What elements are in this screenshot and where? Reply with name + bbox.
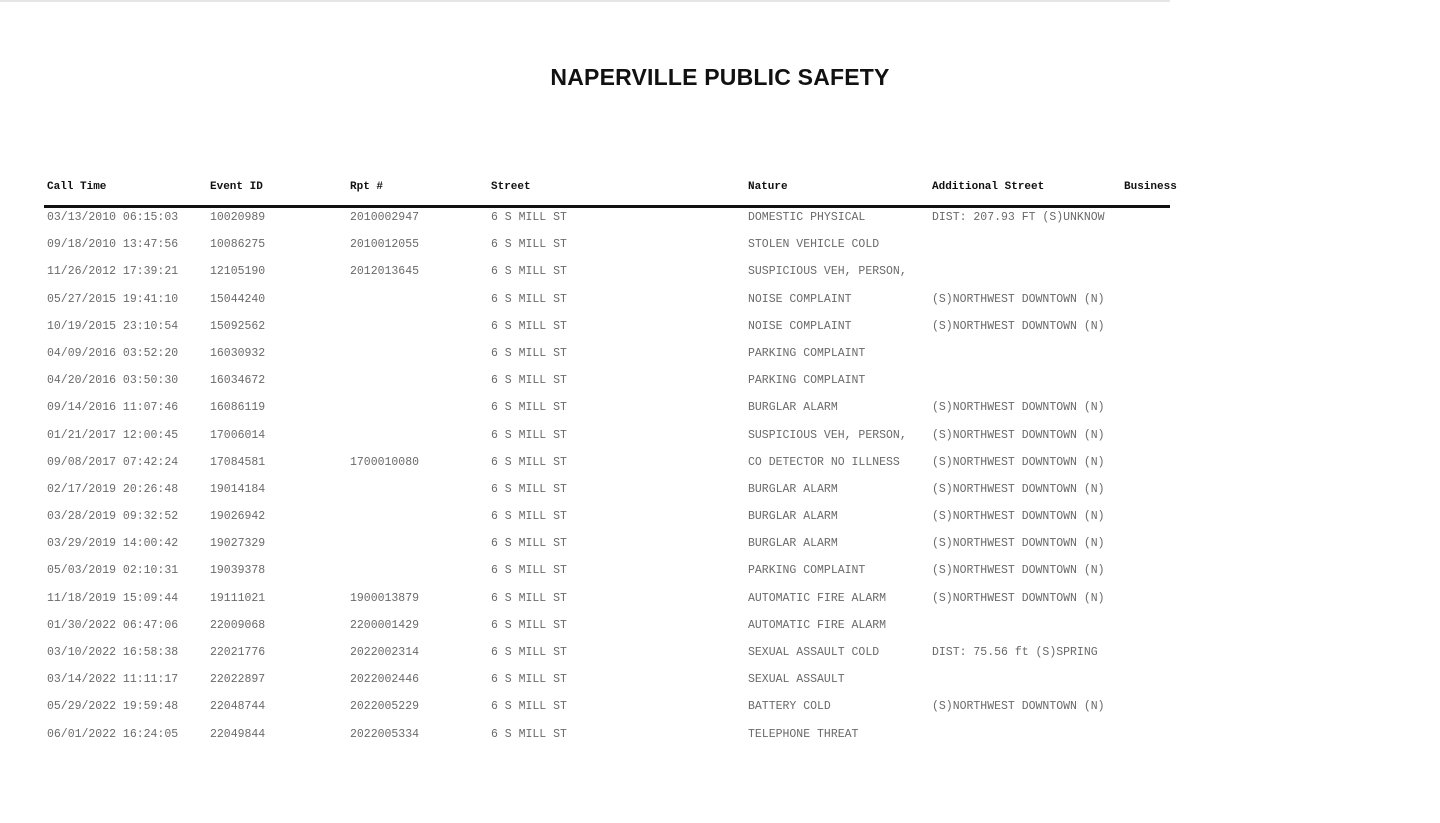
table-row <box>0 401 1170 428</box>
cell-additional-street: (S)NORTHWEST DOWNTOWN (N) <box>932 455 1105 469</box>
cell-call-time: 01/30/2022 06:47:06 <box>47 618 179 632</box>
cell-nature: CO DETECTOR NO ILLNESS <box>748 455 900 469</box>
table-row <box>0 728 1170 755</box>
cell-additional-street: (S)NORTHWEST DOWNTOWN (N) <box>932 428 1105 442</box>
cell-nature: PARKING COMPLAINT <box>748 374 866 388</box>
cell-event-id: 16030932 <box>210 346 266 360</box>
cell-street: 6 S MILL ST <box>491 618 567 632</box>
cell-event-id: 22049844 <box>210 727 266 741</box>
cell-rpt-number: 2200001429 <box>350 618 420 632</box>
table-row <box>0 265 1170 292</box>
table-row <box>0 592 1170 619</box>
cell-additional-street: (S)NORTHWEST DOWNTOWN (N) <box>932 401 1105 415</box>
cell-call-time: 03/28/2019 09:32:52 <box>47 510 179 524</box>
cell-event-id: 17084581 <box>210 455 266 469</box>
cell-rpt-number: 2022002446 <box>350 673 420 687</box>
cell-call-time: 03/13/2010 06:15:03 <box>47 211 179 224</box>
cell-call-time: 09/08/2017 07:42:24 <box>47 455 179 469</box>
cell-street: 6 S MILL ST <box>491 482 567 496</box>
cell-nature: SEXUAL ASSAULT <box>748 673 845 687</box>
table-row <box>0 619 1170 646</box>
cell-nature: TELEPHONE THREAT <box>748 727 859 741</box>
cell-nature: DOMESTIC PHYSICAL <box>748 211 866 224</box>
cell-rpt-number: 2010012055 <box>350 238 420 252</box>
cell-event-id: 15092562 <box>210 319 266 333</box>
cell-nature: PARKING COMPLAINT <box>748 346 866 360</box>
cell-event-id: 22048744 <box>210 700 266 714</box>
table-row <box>0 211 1170 238</box>
header-event-id: Event ID <box>210 181 263 193</box>
cell-event-id: 12105190 <box>210 265 266 279</box>
cell-street: 6 S MILL ST <box>491 292 567 306</box>
cell-rpt-number: 2022005334 <box>350 727 420 741</box>
cell-rpt-number: 1900013879 <box>350 591 420 605</box>
cell-call-time: 05/29/2022 19:59:48 <box>47 700 179 714</box>
cell-event-id: 10020989 <box>210 211 266 224</box>
cell-street: 6 S MILL ST <box>491 319 567 333</box>
cell-nature: NOISE COMPLAINT <box>748 292 852 306</box>
table-header <box>0 181 1177 199</box>
cell-event-id: 16034672 <box>210 374 266 388</box>
table-row <box>0 374 1170 401</box>
cell-call-time: 03/29/2019 14:00:42 <box>47 537 179 551</box>
cell-event-id: 19039378 <box>210 564 266 578</box>
cell-additional-street: (S)NORTHWEST DOWNTOWN (N) <box>932 564 1105 578</box>
cell-additional-street: DIST: 75.56 ft (S)SPRING <box>932 646 1098 659</box>
cell-street: 6 S MILL ST <box>491 646 567 659</box>
header-business: Business <box>1124 181 1177 193</box>
cell-nature: SUSPICIOUS VEH, PERSON, <box>748 428 907 442</box>
cell-street: 6 S MILL ST <box>491 455 567 469</box>
cell-event-id: 22021776 <box>210 646 266 659</box>
cell-call-time: 02/17/2019 20:26:48 <box>47 482 179 496</box>
cell-event-id: 19027329 <box>210 537 266 551</box>
cell-nature: NOISE COMPLAINT <box>748 319 852 333</box>
cell-additional-street: (S)NORTHWEST DOWNTOWN (N) <box>932 510 1105 524</box>
cell-nature: AUTOMATIC FIRE ALARM <box>748 591 887 605</box>
cell-additional-street: DIST: 207.93 FT (S)UNKNOW <box>932 211 1105 224</box>
cell-rpt-number: 2022005229 <box>350 700 420 714</box>
cell-call-time: 01/21/2017 12:00:45 <box>47 428 179 442</box>
cell-event-id: 19014184 <box>210 482 266 496</box>
cell-event-id: 19026942 <box>210 510 266 524</box>
cell-call-time: 09/18/2010 13:47:56 <box>47 238 179 252</box>
cell-call-time: 03/14/2022 11:11:17 <box>47 673 179 687</box>
cell-additional-street: (S)NORTHWEST DOWNTOWN (N) <box>932 482 1105 496</box>
cell-street: 6 S MILL ST <box>491 537 567 551</box>
cell-nature: PARKING COMPLAINT <box>748 564 866 578</box>
table-row <box>0 700 1170 727</box>
cell-nature: AUTOMATIC FIRE ALARM <box>748 618 887 632</box>
cell-additional-street: (S)NORTHWEST DOWNTOWN (N) <box>932 591 1105 605</box>
cell-call-time: 09/14/2016 11:07:46 <box>47 401 179 415</box>
table-row <box>0 537 1170 564</box>
table-row <box>0 320 1170 347</box>
cell-rpt-number: 2022002314 <box>350 646 420 659</box>
header-divider <box>44 205 1170 208</box>
cell-call-time: 11/18/2019 15:09:44 <box>47 591 179 605</box>
cell-call-time: 05/27/2015 19:41:10 <box>47 292 179 306</box>
cell-rpt-number: 2010002947 <box>350 211 420 224</box>
cell-call-time: 05/03/2019 02:10:31 <box>47 564 179 578</box>
header-additional-street: Additional Street <box>932 181 1045 193</box>
cell-street: 6 S MILL ST <box>491 727 567 741</box>
table-row <box>0 564 1170 591</box>
cell-event-id: 17006014 <box>210 428 266 442</box>
cell-rpt-number: 2012013645 <box>350 265 420 279</box>
table-row <box>0 483 1170 510</box>
cell-additional-street: (S)NORTHWEST DOWNTOWN (N) <box>932 537 1105 551</box>
header-rpt-number: Rpt # <box>350 181 384 193</box>
cell-street: 6 S MILL ST <box>491 265 567 279</box>
cell-call-time: 04/09/2016 03:52:20 <box>47 346 179 360</box>
cell-street: 6 S MILL ST <box>491 346 567 360</box>
header-business-clip <box>1124 181 1177 199</box>
header-call-time: Call Time <box>47 181 107 193</box>
cell-additional-street: (S)NORTHWEST DOWNTOWN (N) <box>932 292 1105 306</box>
cell-event-id: 15044240 <box>210 292 266 306</box>
table-body <box>0 211 1170 755</box>
cell-event-id: 22022897 <box>210 673 266 687</box>
cell-nature: BURGLAR ALARM <box>748 537 838 551</box>
page-top-edge <box>0 0 1170 2</box>
cell-street: 6 S MILL ST <box>491 673 567 687</box>
table-row <box>0 510 1170 537</box>
cell-additional-street: (S)NORTHWEST DOWNTOWN (N) <box>932 700 1105 714</box>
cell-nature: BATTERY COLD <box>748 700 831 714</box>
cell-street: 6 S MILL ST <box>491 238 567 252</box>
cell-nature: BURGLAR ALARM <box>748 401 838 415</box>
cell-call-time: 06/01/2022 16:24:05 <box>47 727 179 741</box>
cell-call-time: 11/26/2012 17:39:21 <box>47 265 179 279</box>
cell-nature: SEXUAL ASSAULT COLD <box>748 646 880 659</box>
cell-event-id: 10086275 <box>210 238 266 252</box>
cell-call-time: 04/20/2016 03:50:30 <box>47 374 179 388</box>
cell-call-time: 10/19/2015 23:10:54 <box>47 319 179 333</box>
header-street: Street <box>491 181 531 193</box>
cell-event-id: 16086119 <box>210 401 266 415</box>
table-row <box>0 347 1170 374</box>
table-row <box>0 646 1170 673</box>
cell-street: 6 S MILL ST <box>491 428 567 442</box>
cell-event-id: 22009068 <box>210 618 266 632</box>
table-row <box>0 456 1170 483</box>
cell-street: 6 S MILL ST <box>491 591 567 605</box>
table-row <box>0 429 1170 456</box>
cell-nature: STOLEN VEHICLE COLD <box>748 238 880 252</box>
page-title: NAPERVILLE PUBLIC SAFETY <box>550 64 890 90</box>
header-nature: Nature <box>748 181 788 193</box>
cell-street: 6 S MILL ST <box>491 700 567 714</box>
cell-additional-street: (S)NORTHWEST DOWNTOWN (N) <box>932 319 1105 333</box>
table-row <box>0 293 1170 320</box>
cell-rpt-number: 1700010080 <box>350 455 420 469</box>
cell-nature: BURGLAR ALARM <box>748 510 838 524</box>
cell-street: 6 S MILL ST <box>491 564 567 578</box>
cell-street: 6 S MILL ST <box>491 374 567 388</box>
cell-call-time: 03/10/2022 16:58:38 <box>47 646 179 659</box>
table-row <box>0 673 1170 700</box>
cell-nature: BURGLAR ALARM <box>748 482 838 496</box>
cell-event-id: 19111021 <box>210 591 266 605</box>
table-row <box>0 238 1170 265</box>
cell-nature: SUSPICIOUS VEH, PERSON, <box>748 265 907 279</box>
cell-street: 6 S MILL ST <box>491 401 567 415</box>
cell-street: 6 S MILL ST <box>491 510 567 524</box>
cell-street: 6 S MILL ST <box>491 211 567 224</box>
